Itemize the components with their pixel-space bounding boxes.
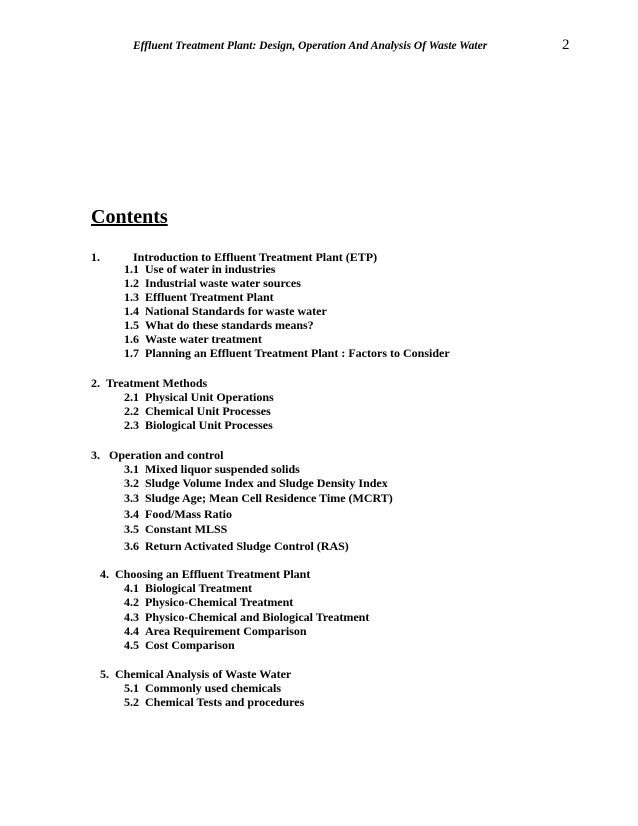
toc-item: 2.1 Physical Unit Operations: [124, 390, 274, 404]
toc-item: 5.1 Commonly used chemicals: [124, 681, 281, 695]
section-5-heading: 5. Chemical Analysis of Waste Water: [100, 667, 292, 681]
running-header: Effluent Treatment Plant: Design, Operation And Analysis Of Waste Water: [133, 40, 488, 52]
toc-item: 4.3 Physico-Chemical and Biological Treatment: [124, 610, 370, 624]
toc-item: 1.2 Industrial waste water sources: [124, 276, 301, 290]
toc-item: 4.4 Area Requirement Comparison: [124, 624, 307, 638]
toc-item: 4.2 Physico-Chemical Treatment: [124, 595, 294, 609]
toc-item: 2.3 Biological Unit Processes: [124, 418, 273, 432]
toc-item: 1.3 Effluent Treatment Plant: [124, 290, 274, 304]
section-4-heading: 4. Choosing an Effluent Treatment Plant: [100, 567, 311, 581]
toc-item: 4.5 Cost Comparison: [124, 638, 235, 652]
toc-item: 1.5 What do these standards means?: [124, 318, 314, 332]
toc-item: 1.6 Waste water treatment: [124, 332, 262, 346]
contents-heading: Contents: [91, 206, 168, 228]
toc-item: 3.4 Food/Mass Ratio: [124, 507, 232, 521]
toc-item: 3.6 Return Activated Sludge Control (RAS): [124, 539, 349, 553]
toc-item: 3.2 Sludge Volume Index and Sludge Density Index: [124, 476, 388, 490]
toc-item: 4.1 Biological Treatment: [124, 581, 252, 595]
section-3-heading: 3. Operation and control: [91, 448, 224, 462]
section-1-title: Introduction to Effluent Treatment Plant (ETP): [133, 250, 378, 264]
toc-item: 5.2 Chemical Tests and procedures: [124, 695, 305, 709]
page-number: 2: [562, 37, 570, 53]
toc-item: 1.4 National Standards for waste water: [124, 304, 327, 318]
toc-item: 1.1 Use of water in industries: [124, 262, 276, 276]
section-1-number: 1.: [91, 250, 100, 264]
toc-item: 3.1 Mixed liquor suspended solids: [124, 462, 300, 476]
section-2-heading: 2. Treatment Methods: [91, 376, 208, 390]
toc-item: 1.7 Planning an Effluent Treatment Plant : Factors to Consider: [124, 346, 450, 360]
toc-item: 2.2 Chemical Unit Processes: [124, 404, 271, 418]
toc-item: 3.5 Constant MLSS: [124, 522, 228, 536]
toc-item: 3.3 Sludge Age; Mean Cell Residence Time (MCRT): [124, 491, 393, 505]
